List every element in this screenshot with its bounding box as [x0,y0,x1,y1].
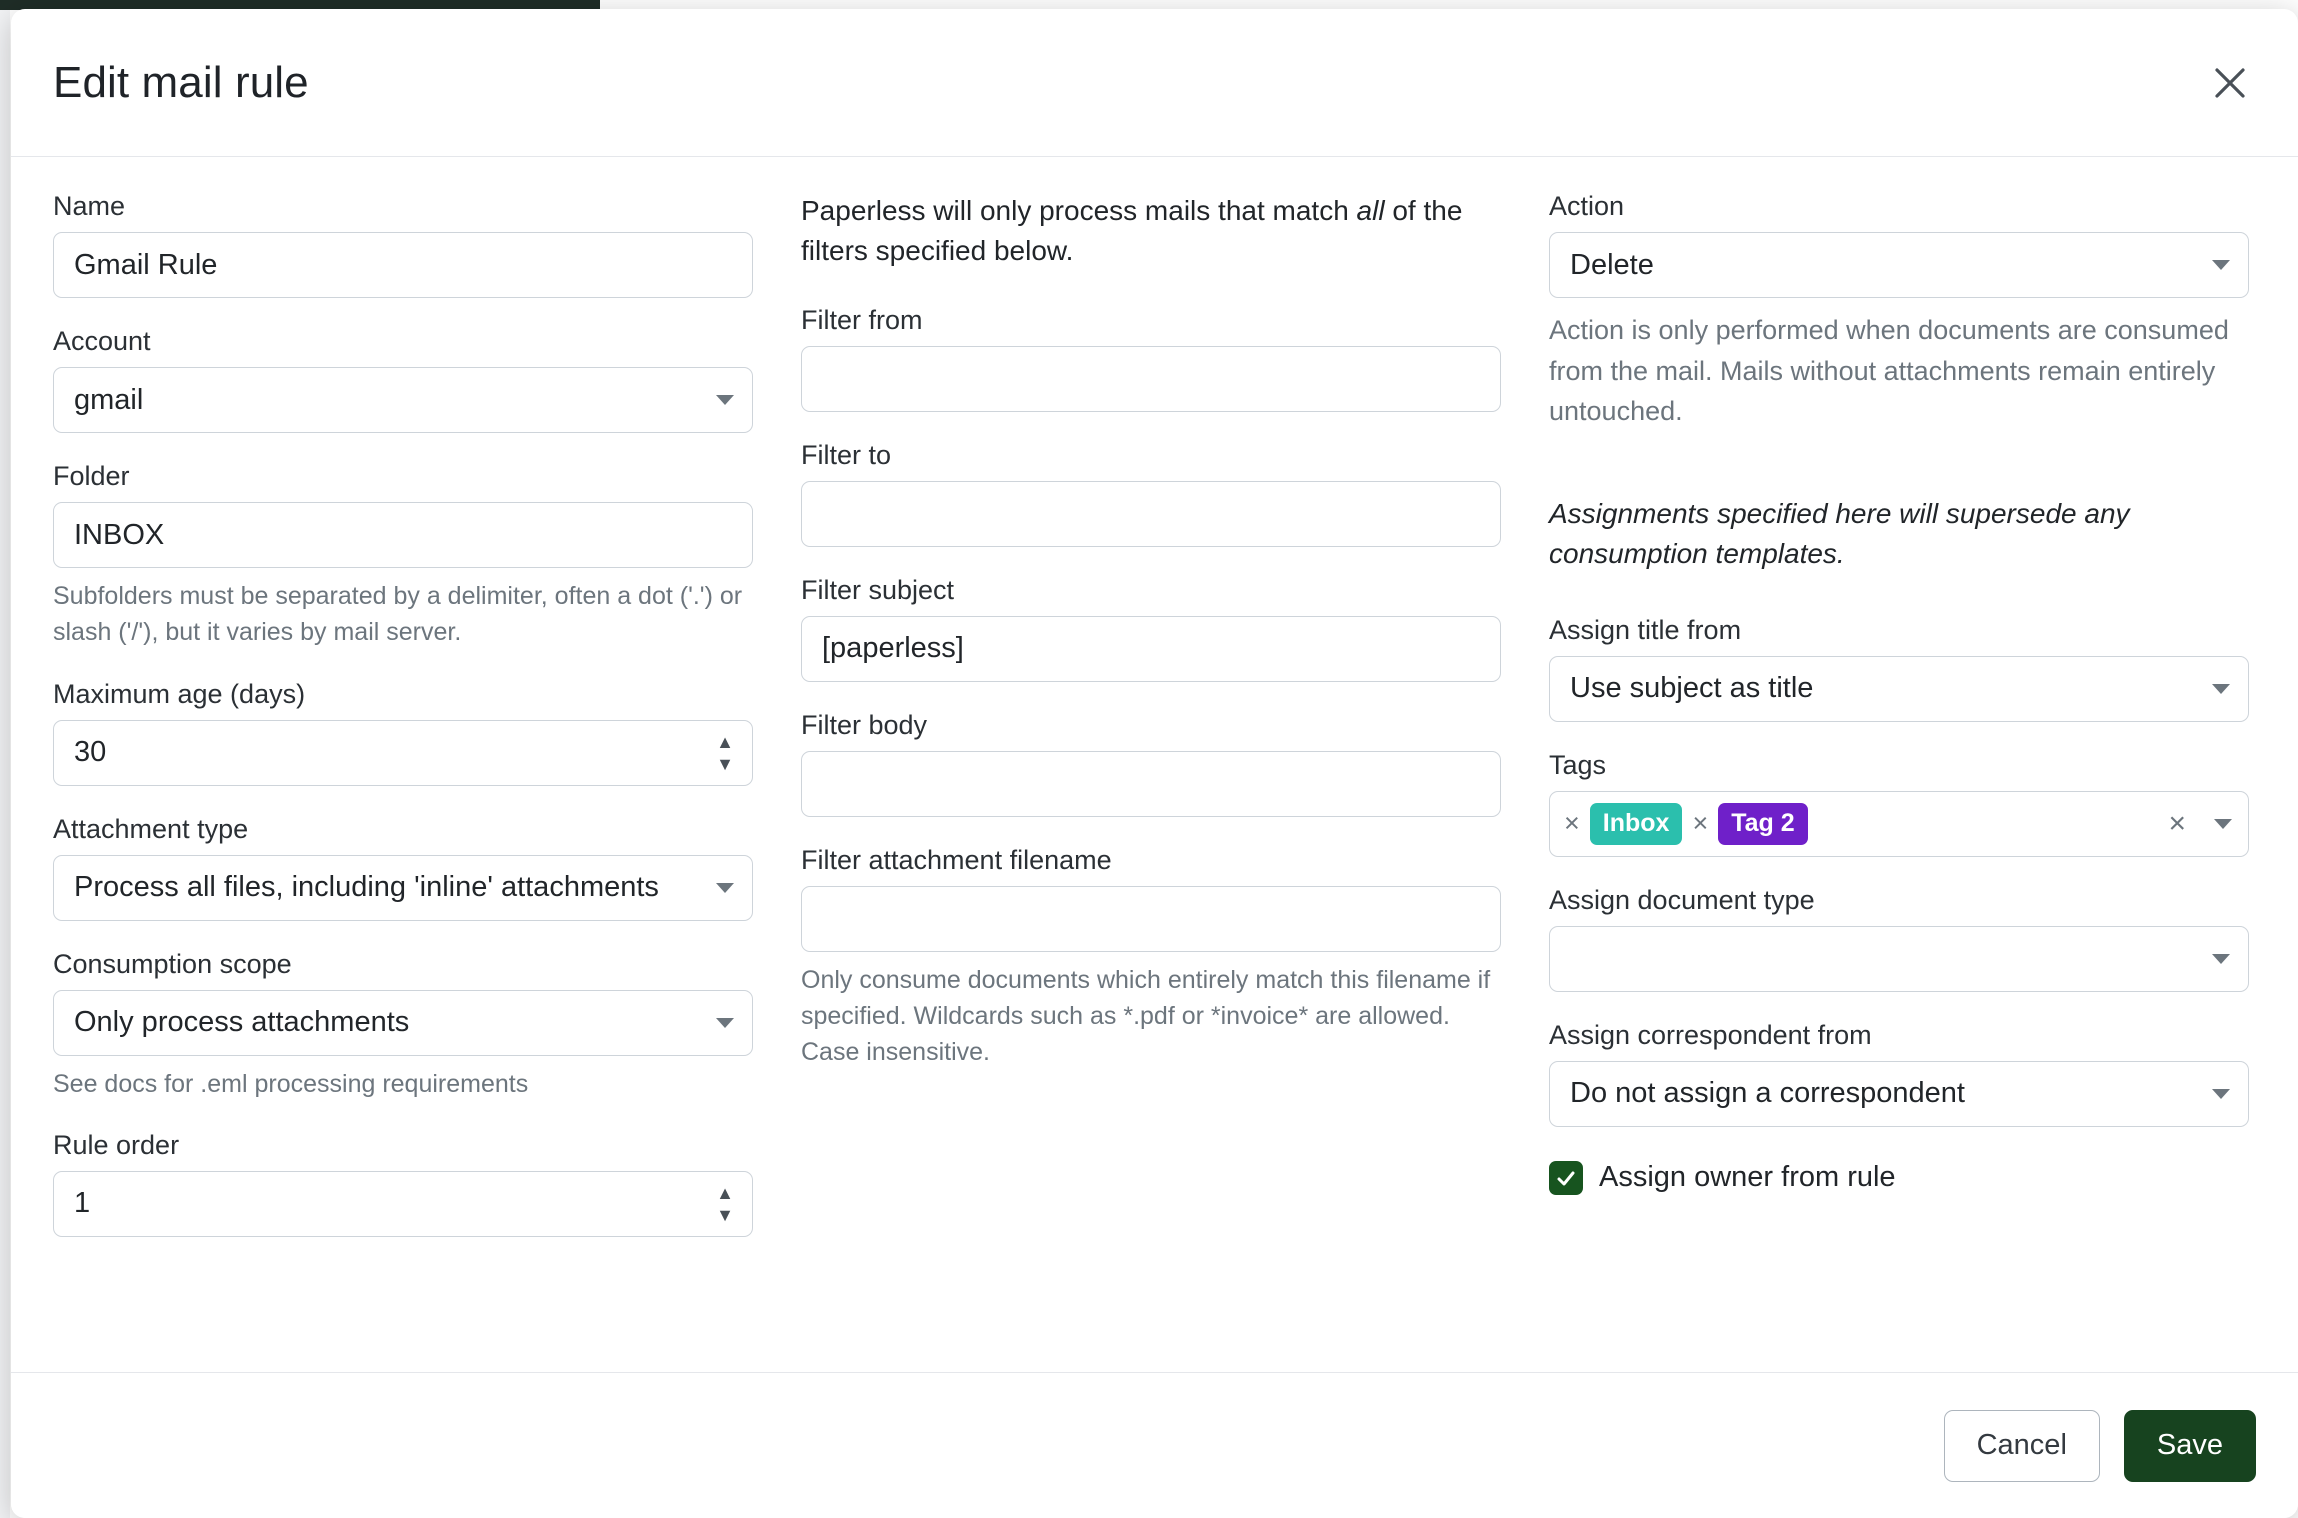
field-rule-order [53,1130,753,1237]
chevron-down-icon [716,1018,734,1028]
stepper-arrows-icon[interactable]: ▲ ▼ [716,1182,734,1225]
filter-subject-input[interactable]: [paperless] [801,616,1501,682]
assign-document-type-select[interactable] [1549,926,2249,992]
field-assign-document-type [1549,885,2249,992]
maximum-age-stepper[interactable] [53,720,753,786]
filters-intro-prefix: Paperless will only process mails that match [801,195,1357,226]
field-filter-to-label: Filter to [801,439,892,470]
field-folder [53,461,753,651]
field-maximum-age-label: Maximum age (days) [53,678,306,709]
field-assign-document-type-label: Assign document type [1549,884,1815,915]
field-name-label: Name [53,191,126,221]
column-actions [1549,191,2249,1372]
rule-order-stepper[interactable] [53,1171,753,1237]
field-action [1549,191,2249,432]
field-assign-owner-from-rule[interactable] [1549,1161,2249,1195]
assign-owner-label: Assign owner from rule [1599,1161,1896,1194]
action-select-value: Delete [1570,248,1654,281]
field-consumption-scope-label: Consumption scope [53,948,292,979]
dialog-header [11,9,2298,157]
field-filter-from [801,305,1501,412]
consumption-scope-select-value: Only process attachments [74,1006,410,1038]
assign-title-from-select[interactable] [1549,656,2249,722]
tags-multiselect[interactable] [1549,791,2249,857]
field-filter-body [801,710,1501,817]
chevron-down-icon [2212,1089,2230,1099]
field-filter-subject [801,575,1501,682]
page-title: Edit mail rule [53,57,309,107]
chevron-down-icon [2212,260,2230,270]
field-action-label: Action [1549,191,1625,221]
chevron-down-icon [2212,684,2230,694]
field-attachment-type [53,814,753,921]
consumption-scope-helper-text: See docs for .eml processing requirements [53,1069,529,1098]
remove-tag-icon[interactable]: × [1564,808,1580,839]
stepper-arrows-icon[interactable]: ▲ ▼ [716,731,734,774]
account-select-value: gmail [74,383,144,416]
edit-mail-rule-dialog [11,9,2298,1518]
tag-chip [1564,803,1682,845]
attachment-type-select-value: Process all files, including 'inline' attachments [74,871,659,903]
tag-pill[interactable]: Tag 2 [1718,803,1807,845]
field-consumption-scope [53,949,753,1102]
chevron-down-icon[interactable] [2214,819,2232,829]
chevron-down-icon [716,395,734,405]
cancel-button[interactable]: Cancel [1944,1410,2100,1482]
field-folder-label: Folder [53,461,130,491]
filter-body-input[interactable] [801,751,1501,817]
filters-intro-emphasis: all [1356,195,1385,226]
app-sidebar-sliver [0,10,10,1518]
field-filter-attachment-filename [801,845,1501,1071]
assign-correspondent-from-select[interactable] [1549,1061,2249,1127]
consumption-scope-select[interactable] [53,990,753,1056]
account-select[interactable] [53,367,753,433]
tags-controls [2168,806,2238,840]
dialog-footer [11,1372,2298,1518]
maximum-age-value: 30 [74,736,107,768]
field-tags-label: Tags [1549,749,1607,780]
column-rule-settings [53,191,753,1372]
field-assign-title-from-label: Assign title from [1549,614,1742,645]
remove-tag-icon[interactable]: × [1692,808,1709,839]
folder-input[interactable]: INBOX [53,502,753,568]
assignments-note: Assignments specified here will supersede any consumption templates. [1549,497,2130,570]
filter-attachment-filename-helper-text: Only consume documents which entirely match this filename if specified. Wildcards such as *.pdf or *invoice* are allowed. Case insensitive. [801,965,1491,1066]
column-filters [801,191,1501,1372]
tag-pill[interactable]: Inbox [1590,803,1683,845]
filter-from-input[interactable] [801,346,1501,412]
field-assign-correspondent-from-label: Assign correspondent from [1549,1019,1872,1050]
field-filter-subject-label: Filter subject [801,574,955,605]
chevron-down-icon [716,883,734,893]
assign-title-from-select-value: Use subject as title [1570,672,1814,705]
field-filter-attachment-filename-label: Filter attachment filename [801,844,1112,875]
field-name [53,191,753,298]
field-assign-correspondent-from [1549,1020,2249,1127]
field-account-label: Account [53,326,151,356]
field-assign-title-from [1549,615,2249,722]
save-button[interactable]: Save [2124,1410,2256,1482]
action-helper-text: Action is only performed when documents are consumed from the mail. Mails without attachments remain entirely untouched. [1549,315,2229,426]
field-filter-body-label: Filter body [801,709,928,740]
rule-order-value: 1 [74,1187,91,1220]
dialog-body [11,157,2298,1372]
field-maximum-age [53,679,753,786]
tag-chip [1692,803,1807,845]
field-filter-from-label: Filter from [801,304,923,335]
field-account [53,326,753,433]
assign-owner-checkbox[interactable] [1549,1161,1583,1195]
field-filter-to [801,440,1501,547]
field-attachment-type-label: Attachment type [53,813,249,844]
field-tags [1549,750,2249,857]
chevron-down-icon [2212,954,2230,964]
filter-to-input[interactable] [801,481,1501,547]
action-select[interactable] [1549,232,2249,298]
clear-all-icon[interactable]: × [2168,806,2186,840]
name-input[interactable]: Gmail Rule [53,232,753,298]
attachment-type-select[interactable] [53,855,753,921]
field-rule-order-label: Rule order [53,1129,180,1160]
filters-intro-text [801,191,1501,271]
folder-helper-text: Subfolders must be separated by a delimiter, often a dot ('.') or slash ('/'), but it varies by mail server. [53,582,743,647]
assign-correspondent-from-select-value: Do not assign a correspondent [1570,1077,1965,1110]
filters-intro-suffix: of the filters specified below. [801,195,1463,266]
filter-attachment-filename-input[interactable] [801,886,1501,952]
close-icon[interactable] [2202,55,2258,111]
